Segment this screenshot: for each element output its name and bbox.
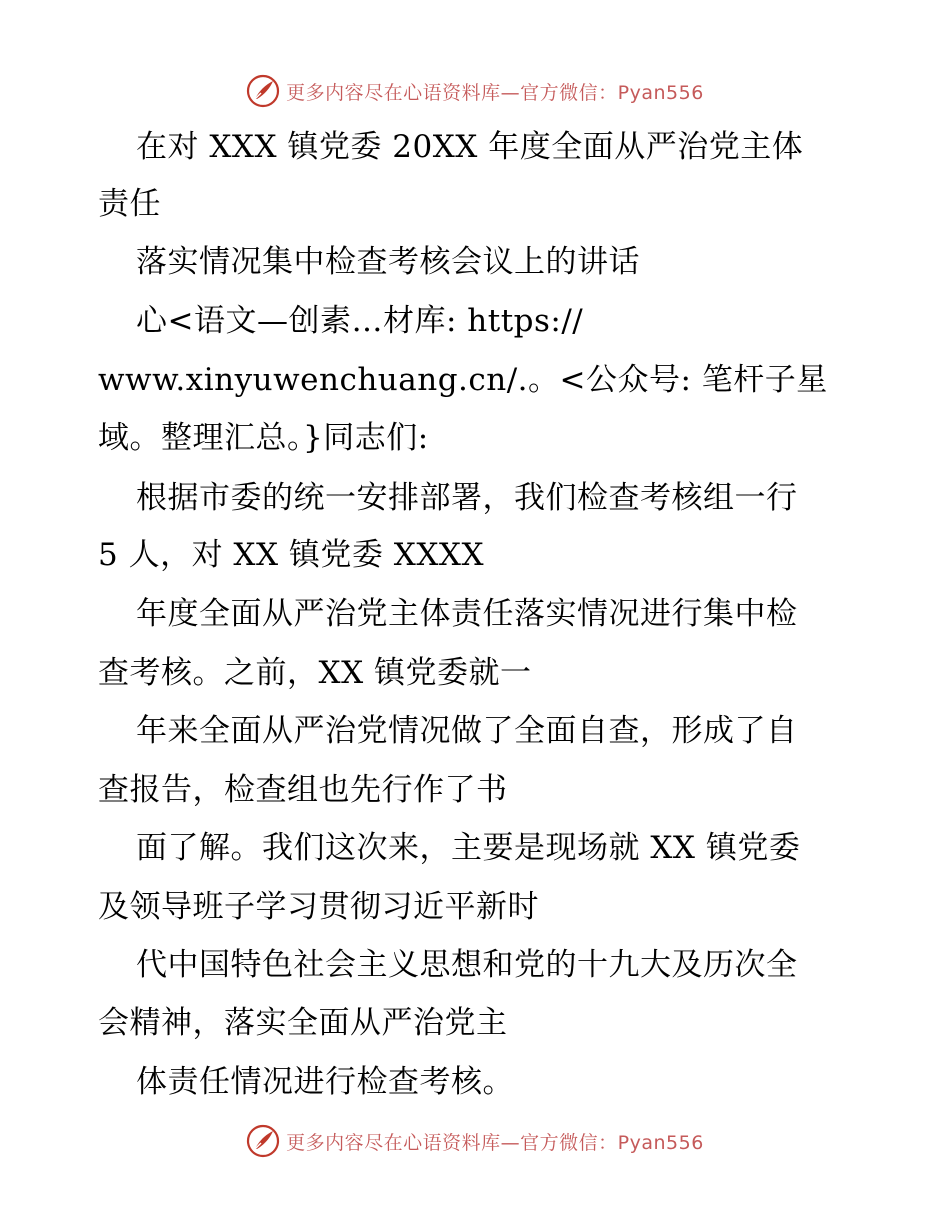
text-line: 落实情况集中检查考核会议上的讲话	[136, 244, 640, 280]
text-line: 心<语文—创素…材库: https://	[136, 303, 584, 339]
text-line: 年度全面从严治党主体责任落实情况进行集中检	[136, 596, 798, 632]
header-watermark	[0, 71, 950, 111]
text-line: 在对 XXX 镇党委 20XX 年度全面从严治党主体	[136, 129, 804, 165]
text-line: www.xinyuwenchuang.cn/.。<公众号: 笔杆子星	[98, 362, 828, 398]
text-line: 年来全面从严治党情况做了全面自查，形成了自	[136, 713, 798, 749]
text-line: 会精神，落实全面从严治党主	[98, 1005, 508, 1041]
text-line: 体责任情况进行检查考核。	[136, 1064, 514, 1100]
text-line: 代中国特色社会主义思想和党的十九大及历次全	[136, 947, 798, 983]
text-line: 及领导班子学习贯彻习近平新时	[98, 889, 539, 925]
text-line: 域。整理汇总。}同志们:	[98, 420, 429, 456]
text-line: 面了解。我们这次来，主要是现场就 XX 镇党委	[136, 830, 801, 866]
text-line: 根据市委的统一安排部署，我们检查考核组一行	[136, 480, 798, 516]
watermark-text: 更多内容尽在心语资料库—官方微信：Pyan556	[286, 81, 704, 104]
watermark-text: 更多内容尽在心语资料库—官方微信：Pyan556	[286, 1131, 704, 1154]
text-line: 责任	[98, 186, 161, 222]
feather-pen-logo-icon	[246, 74, 280, 108]
text-line: 查考核。之前，XX 镇党委就一	[98, 655, 532, 691]
text-line: 5 人，对 XX 镇党委 XXXX	[98, 537, 485, 573]
feather-pen-logo-icon	[246, 1124, 280, 1158]
text-line: 查报告，检查组也先行作了书	[98, 772, 508, 808]
footer-watermark	[0, 1121, 950, 1161]
